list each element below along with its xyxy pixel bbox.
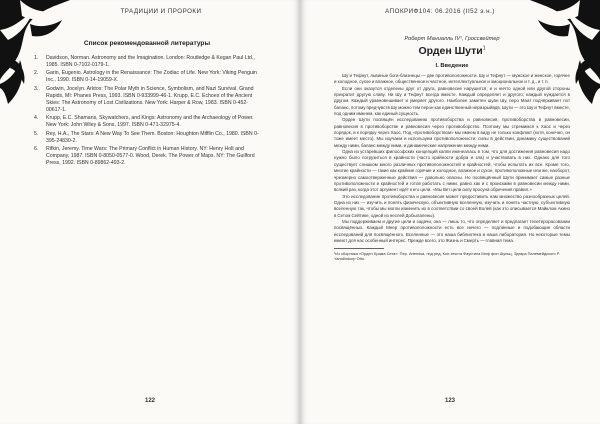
body-paragraph: Это исследование противоборства и равновесия может предоставить нам множество разнообразных целей. Одна из них — изучить и понять физическую, объективную вселенную, изучить и понять частную, субъективную вселенную так, чтобы мы могли изменить их в соответствии со своей Волей (как это описывается Майклом Акино в Сетом Сейтике, одной из неслей Добылалены).: [334, 193, 570, 218]
running-head-right: АПОКРИФ104: 06.2016 (II52 э.н.): [385, 8, 495, 15]
footnote-divider: [334, 248, 384, 249]
body-paragraph: Одна из устаревших философских концепций каппи иначеалась в том, что для достижения равновесия надо нужно было погрузиться в крайности (часто крайности добра и зла) и участвовать в них. Однако для того существует слишком много различных противоположностей и крайностей, чтобы испытать их все. Кроме того, многие крайности — такие как крайние горячие и холодное, влажное и сухое, противоположные или же, наоборот, чрезмерно самоотверженные действия — довольно опасны. Но посвящённый Шути принимает самые разные противоположности и крайностей и готов работать с ними, равно как и с происками в равновесии между ними, всякий раз, когда этот аргумент идёт к его цели. «Мы Вет цели силу просуна обречения правил.»: [334, 149, 570, 193]
body-paragraph: Мы поддерживаем и другие цели и задачи, она — лишь то, что определяет и предлагает телетерорасовании посвящённых. Каждый Мнер противоположности есть все ничего — подлинные и подобающие области исследований для посвящённого. Вселенные — это наша библиотека и наша лаборатория. Но некоторые темы имеют для нас особенный интерес. Прежде всего, это Жизнь и Смерть — главная тема.: [334, 218, 570, 243]
running-head-left: ТРАДИЦИИ И ПРОРОКИ: [120, 8, 202, 15]
reference-item: 6. Rifkin, Jeremy. Time Wars: The Primary Conflict in Human History. NY: Henry Holt and Company, 1987. ISBN 0-8050-0577-0. Wood, Derek. The Power of Maps. NY: The Guilford Press, 1992. ISBN 0-89862-493-2.: [34, 146, 255, 167]
right-page: [300, 0, 600, 424]
body-paragraph: Шу и Тефнут, львиные боги-близнецы — две противоположности. Шу и Тефнут — мужское и женское, горячее и холодное, сухое и влажное, общественное и частное, интеллектуальное и эмоциональное и т. д., и т. п.: [334, 73, 570, 85]
section-title: Список рекомендованной литературы: [83, 40, 211, 47]
body-paragraph: Если они оказутся отделены друг от друга, равновесие нарушится, и и ничто одной или другой стороны прекратит другую славу. Ни Шу и Тефнут всегда вместе. Каждый определяет и другого; каждый нуждается в другом. Каждый уравновешивает и умеряет другого. Наиболее заметен шуан Шу, перо Маат подчёркивает пот баланс, потому предчувств Шу можно тем перон как единственный неразрыйвдв. Шути — это Шу и Тефнут вместе, под одним именем, как единый сущность.: [334, 85, 570, 117]
page-number-right: 123: [444, 398, 455, 404]
article-title: Орден Шути$^1$: [418, 45, 486, 57]
reference-item: 1. Davidson, Norman. Astronomy and the Imagination. London: Routledge & Kegan Paul Ltd., 1985. ISBN 0-7102-0179-1.: [34, 55, 255, 69]
title-footnote-mark: 1: [482, 45, 486, 52]
reference-item: 5. Rey, H.A., The Stars: A New Way To See Them. Boston: Houghton Mifflin Co., 1980. ISBN 0-395-24830-2.: [34, 130, 259, 144]
reference-item: 3. Godwin, Jocelyn. Arktos: The Polar Myth in Science, Symbolism, and Nazi Survival. Grand Rapids, MI: Phanes Press, 1993. ISBN 0-933999-46-1. Krupp, E.C. Echoes of the Ancient Skies: The Astronomy of Lost Civilizations. New York: Harper & Row, 1983. ISBN 0-452-00617-1.: [34, 85, 254, 114]
body-paragraph: Орден Шути посвящён исследованию противоборства и равновесия, противоборства в равновесии, равновесия в противоборстве и равновесия через противоборство. Поэтому мы стремимся к Хаос и через порядок, и к порядку через Хаос. Под «противоборством» мы имеем в виду не только конфликт (хотя, конечно, он тоже имеет место). Мы изучаем и используем противоположности: силы в действии, динамику существований между ними, баланс между ними, и динамические напряжение между ними.: [334, 117, 570, 148]
section-subheading: I. Введение: [435, 63, 469, 69]
footnote: ¹Из сборника «Орден Храма Сета». Пер. Artemisa, под ред. Кон-текста Фаустинa Мнф фон Шульц, Эдгара Палемейдского Р. Yarodlinkorp Otto.: [334, 251, 560, 262]
article-body: [334, 73, 570, 244]
reference-item: 4. Krupp, E.C. Shamans, Skywatchers, and Kings: Astronomy and the Archaeology of Power. New York: John Wiley & Sons, 1997. ISBN 0-471-32975-4.: [34, 115, 254, 129]
right-content: [334, 36, 570, 261]
page-number-left: 122: [144, 398, 155, 404]
reference-item: 2. Garin, Eugenio. Astrology in the Renaissance: The Zodiac of Life. New York: Viking Penguin Inc., 1990. ISBN 0-14-19059-X.: [34, 70, 257, 84]
reference-list: [34, 55, 260, 167]
left-content: [34, 40, 260, 169]
article-authors: Роберт Маниалль IV¹, Гроссвейтер: [404, 36, 500, 42]
